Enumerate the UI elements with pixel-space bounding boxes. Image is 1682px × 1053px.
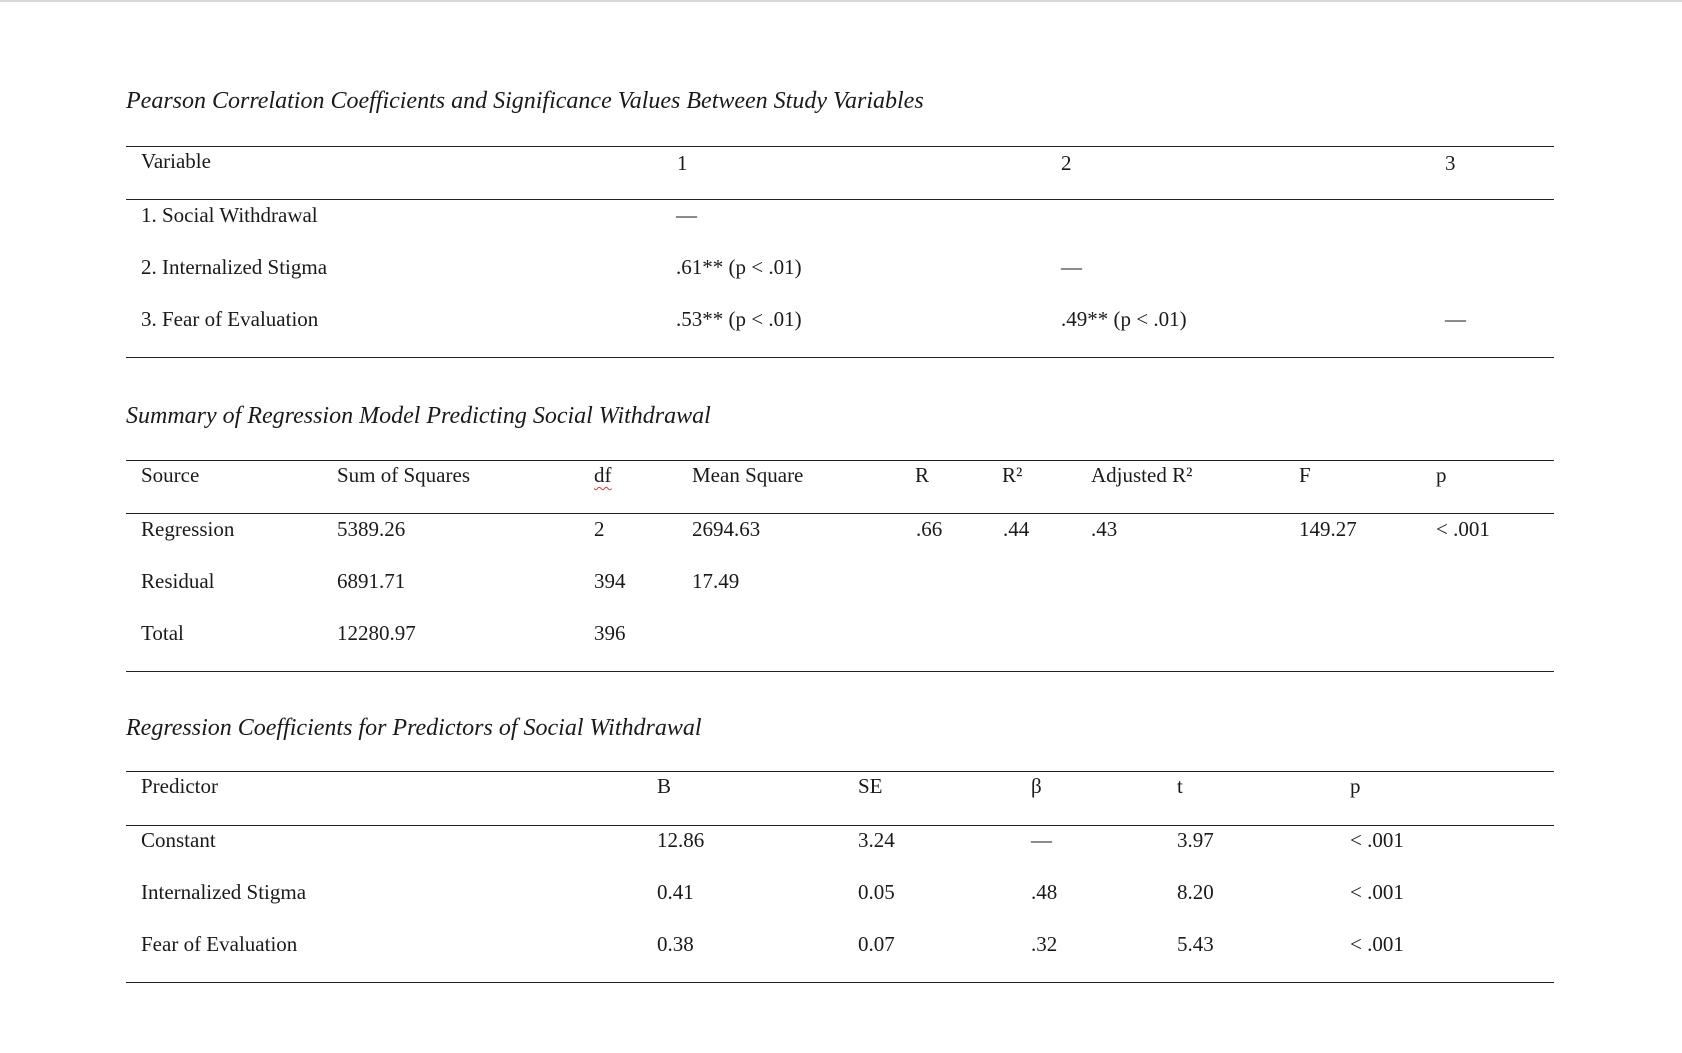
regression-summary-bottom-rule (126, 671, 1554, 672)
summary-header-source: Source (141, 463, 200, 487)
correlation-row-2-label: 2. Internalized Stigma (141, 255, 328, 279)
coef-row-internalized-stigma-label: Internalized Stigma (141, 880, 307, 904)
coefficients-table-caption: Regression Coefficients for Predictors of Social Withdrawal (126, 715, 702, 741)
summary-row-total-df: 396 (594, 621, 626, 645)
coef-header-predictor: Predictor (141, 774, 218, 798)
regression-summary-header-rule (126, 513, 1554, 514)
summary-row-residual-df: 394 (594, 569, 626, 593)
coef-row-fear-of-evaluation-se: 0.07 (858, 932, 895, 956)
coef-row-internalized-stigma-t: 8.20 (1177, 880, 1214, 904)
regression-summary-caption: Summary of Regression Model Predicting Social Withdrawal (126, 403, 711, 429)
coefficients-table-bottom-rule (126, 982, 1554, 983)
correlation-table-header-rule (126, 199, 1554, 200)
coef-header-t: t (1177, 774, 1183, 798)
correlation-table-bottom-rule (126, 357, 1554, 358)
correlation-row-2-col-2: — (1061, 255, 1082, 279)
coef-row-fear-of-evaluation-p: < .001 (1350, 932, 1404, 956)
coef-row-internalized-stigma-p: < .001 (1350, 880, 1404, 904)
summary-header-mean-square: Mean Square (692, 463, 804, 487)
summary-row-regression-source: Regression (141, 517, 235, 541)
coef-row-internalized-stigma-b: 0.41 (657, 880, 694, 904)
summary-row-regression-df: 2 (594, 517, 605, 541)
summary-row-total-ss: 12280.97 (337, 621, 416, 645)
summary-row-regression-ss: 5389.26 (337, 517, 406, 541)
correlation-row-3-label: 3. Fear of Evaluation (141, 307, 319, 331)
correlation-row-3-col-3: — (1445, 307, 1466, 331)
coef-row-fear-of-evaluation-beta: .32 (1031, 932, 1058, 956)
summary-header-r: R (915, 463, 930, 487)
correlation-row-3-col-2: .49** (p < .01) (1061, 307, 1187, 331)
summary-row-regression-r: .66 (916, 517, 943, 541)
summary-header-r-squared: R² (1002, 463, 1023, 487)
summary-header-df: df (594, 463, 612, 487)
summary-row-residual-source: Residual (141, 569, 215, 593)
summary-header-f: F (1299, 463, 1311, 487)
correlation-row-2-col-1: .61** (p < .01) (676, 255, 802, 279)
coef-row-constant-beta: — (1031, 828, 1052, 852)
coef-header-b: B (657, 774, 672, 798)
correlation-row-3-col-1: .53** (p < .01) (676, 307, 802, 331)
correlation-header-2: 2 (1061, 151, 1072, 175)
correlation-row-1-label: 1. Social Withdrawal (141, 203, 318, 227)
correlation-table-caption: Pearson Correlation Coefficients and Significance Values Between Study Variables (126, 88, 924, 114)
coef-row-constant-t: 3.97 (1177, 828, 1214, 852)
coef-row-constant-label: Constant (141, 828, 216, 852)
summary-header-adjusted-r-squared: Adjusted R² (1091, 463, 1193, 487)
summary-row-residual-ss: 6891.71 (337, 569, 406, 593)
correlation-header-1: 1 (677, 151, 688, 175)
summary-header-df-wrap (594, 463, 612, 487)
coef-row-fear-of-evaluation-label: Fear of Evaluation (141, 932, 298, 956)
correlation-header-variable: Variable (141, 149, 211, 173)
summary-row-regression-p: < .001 (1436, 517, 1490, 541)
coef-header-se: SE (858, 774, 883, 798)
coef-row-constant-se: 3.24 (858, 828, 895, 852)
correlation-table-top-rule (126, 146, 1554, 147)
summary-row-regression-f: 149.27 (1299, 517, 1357, 541)
summary-header-sum-of-squares: Sum of Squares (337, 463, 470, 487)
correlation-header-3: 3 (1445, 151, 1456, 175)
coef-row-fear-of-evaluation-b: 0.38 (657, 932, 694, 956)
coefficients-table-header-rule (126, 825, 1554, 826)
coef-header-beta: β (1031, 774, 1042, 798)
regression-summary-top-rule (126, 460, 1554, 461)
summary-row-regression-ms: 2694.63 (692, 517, 761, 541)
summary-header-p: p (1436, 463, 1447, 487)
coef-row-constant-b: 12.86 (657, 828, 705, 852)
summary-row-regression-adj-r-squared: .43 (1091, 517, 1118, 541)
correlation-row-1-col-1: — (676, 203, 697, 227)
summary-row-residual-ms: 17.49 (692, 569, 740, 593)
coef-row-constant-p: < .001 (1350, 828, 1404, 852)
summary-row-regression-r-squared: .44 (1003, 517, 1030, 541)
coef-row-fear-of-evaluation-t: 5.43 (1177, 932, 1214, 956)
coef-row-internalized-stigma-beta: .48 (1031, 880, 1058, 904)
coefficients-table-top-rule (126, 771, 1554, 772)
summary-row-total-source: Total (141, 621, 184, 645)
coef-row-internalized-stigma-se: 0.05 (858, 880, 895, 904)
coef-header-p: p (1350, 774, 1361, 798)
